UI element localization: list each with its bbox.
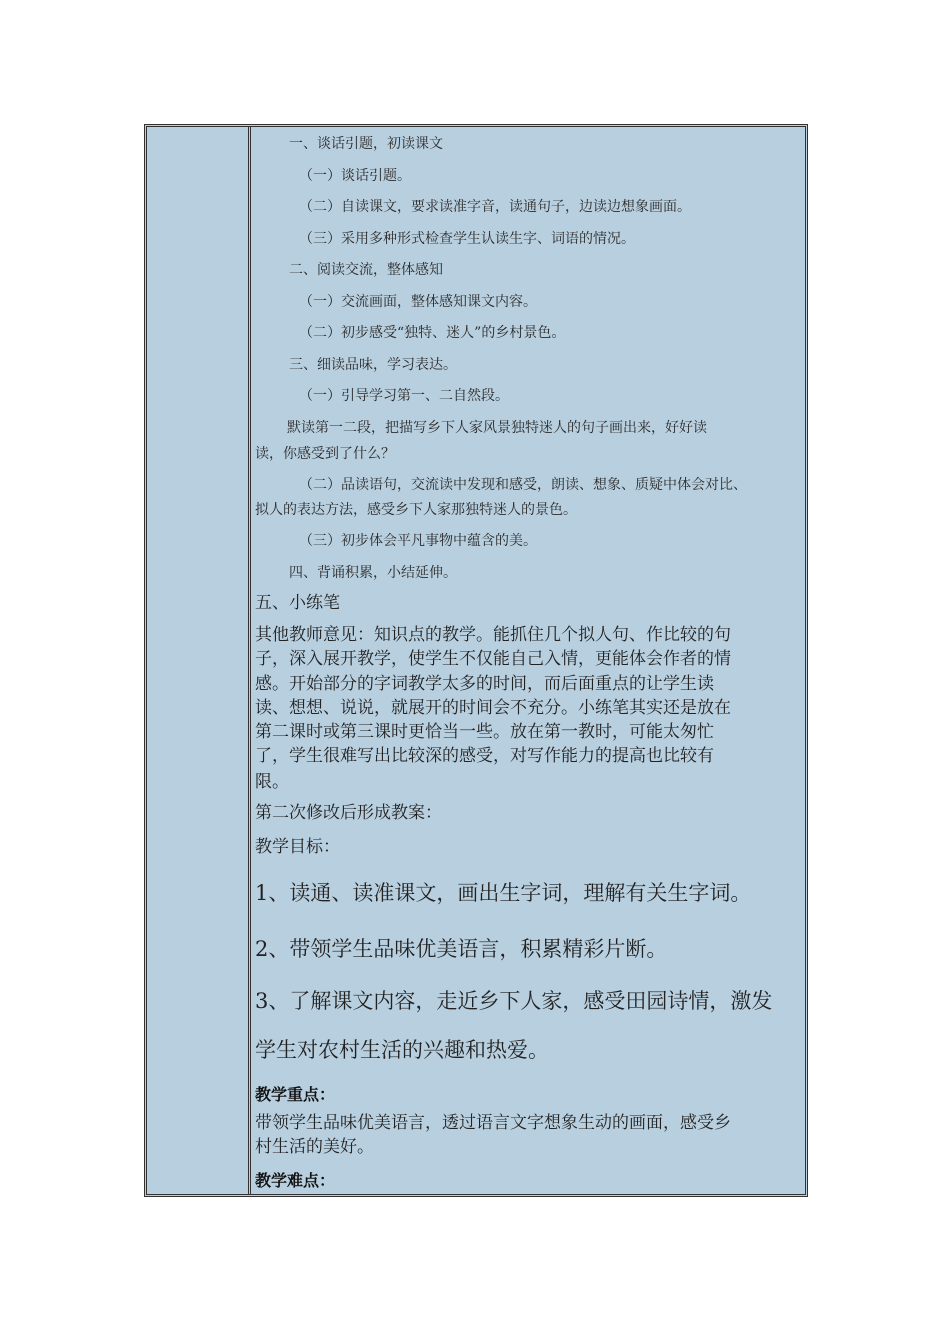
step-line: （三）初步体会平凡事物中蕴含的美。 [299,533,537,549]
lesson-content-cell [251,127,805,1194]
opinion-line: 读、想想、说说，就展开的时间会不充分。小练笔其实还是放在 [255,698,731,718]
left-label-cell [147,127,251,1194]
step-line: （二）品读语句，交流读中发现和感受，朗读、想象、质疑中体会对比、 [299,477,747,493]
opinion-line: 感。开始部分的字词教学太多的时间，而后面重点的让学生读 [255,674,714,694]
section-heading-3: 三、细读品味，学习表达。 [289,357,457,373]
key-points-line: 带领学生品味优美语言，透过语言文字想象生动的画面，感受乡 [255,1113,731,1133]
key-points-line: 村生活的美好。 [255,1137,374,1157]
goal-item-continued: 学生对农村生活的兴趣和热爱。 [255,1038,549,1062]
goal-item: 3、了解课文内容，走近乡下人家，感受田园诗情，激发 [255,989,773,1013]
opinion-line: 限。 [255,772,289,792]
goals-heading: 教学目标： [255,837,340,857]
step-line: （一）谈话引题。 [299,168,411,184]
section-heading-2: 二、阅读交流，整体感知 [289,262,443,278]
step-line: （一）交流画面，整体感知课文内容。 [299,294,537,310]
paragraph-line: 读，你感受到了什么？ [255,446,395,462]
goal-item: 1、读通、读准课文，画出生字词，理解有关生字词。 [255,881,752,905]
goal-item: 2、带领学生品味优美语言，积累精彩片断。 [255,937,668,961]
opinion-line: 了，学生很难写出比较深的感受，对写作能力的提高也比较有 [255,746,714,766]
opinion-line: 其他教师意见：知识点的教学。能抓住几个拟人句、作比较的句 [255,625,731,645]
section-heading-4: 四、背诵积累，小结延伸。 [289,565,457,581]
paragraph-line: 拟人的表达方法，感受乡下人家那独特迷人的景色。 [255,502,577,518]
difficulties-heading: 教学难点： [255,1171,336,1190]
key-points-heading: 教学重点： [255,1085,336,1104]
step-line: （三）采用多种形式检查学生认读生字、词语的情况。 [299,231,635,247]
step-line: （二）初步感受“独特、迷人”的乡村景色。 [299,325,566,341]
opinion-line: 第二课时或第三课时更恰当一些。放在第一教时，可能太匆忙 [255,722,714,742]
paragraph-line: 默读第一二段，把描写乡下人家风景独特迷人的句子画出来，好好读 [287,420,707,436]
section-heading-1: 一、谈话引题，初读课文 [289,136,443,152]
revision-heading: 第二次修改后形成教案： [255,803,442,823]
lesson-plan-table [144,124,808,1197]
opinion-line: 子，深入展开教学，使学生不仅能自己入情，更能体会作者的情 [255,649,731,669]
step-line: （一）引导学习第一、二自然段。 [299,388,509,404]
step-line: （二）自读课文，要求读准字音，读通句子，边读边想象画面。 [299,199,691,215]
section-heading-5: 五、小练笔 [255,593,340,613]
